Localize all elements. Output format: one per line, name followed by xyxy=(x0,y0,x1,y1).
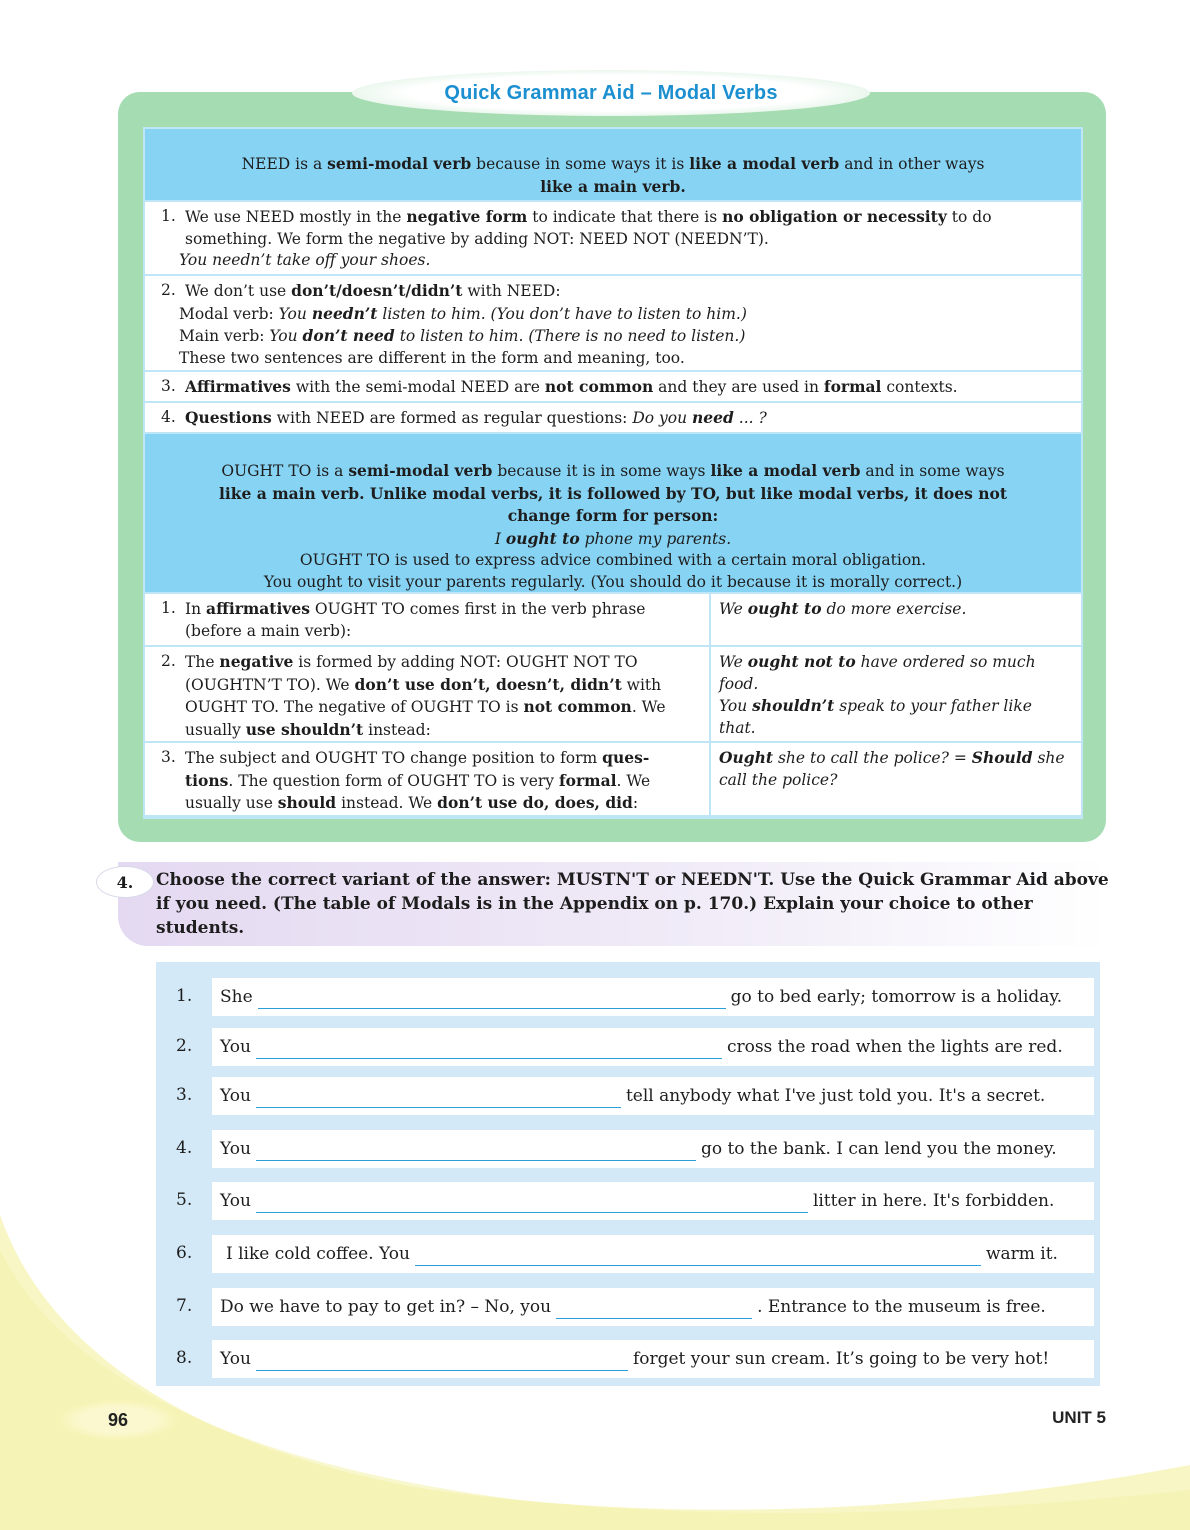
text: The subject and OUGHT TO change position to form xyxy=(185,749,603,767)
text: semi-modal verb xyxy=(348,461,493,480)
text: OUGHT TO is a xyxy=(221,462,349,480)
text: usually use xyxy=(185,794,278,812)
rule-text xyxy=(145,743,709,815)
rule-example xyxy=(711,743,1081,815)
text: and in some ways xyxy=(860,462,1005,480)
text: do more exercise. xyxy=(821,600,967,618)
rule-example xyxy=(711,594,1081,645)
item-number: 5. xyxy=(176,1190,193,1210)
page-number: 96 xyxy=(107,1409,129,1430)
text: food. xyxy=(719,674,759,693)
text: : xyxy=(632,794,639,812)
rule-number: 3. xyxy=(161,377,176,395)
text: We xyxy=(719,653,748,671)
text: I xyxy=(494,529,506,548)
page-number-pill xyxy=(58,1400,178,1440)
exercise-instruction: Choose the correct variant of the answer: MUSTN'T or NEEDN'T. Use the Quick Grammar Aid above if you need. (The table of Modals is in the Appendix on p. 170.) Explain your choice to other students. xyxy=(156,870,1109,938)
text: need xyxy=(692,408,734,427)
text: phone my parents. xyxy=(579,529,732,548)
answer-blank[interactable] xyxy=(256,1190,808,1213)
text: not common xyxy=(523,697,632,716)
text: affirmatives xyxy=(206,599,310,618)
text: cross the road when the lights are red. xyxy=(726,1037,1063,1057)
exercise-item xyxy=(156,978,1100,1016)
exercise-item xyxy=(156,1028,1100,1066)
text: (OUGHTN’T TO). We xyxy=(185,675,355,694)
text: . The question form of OUGHT TO is very xyxy=(228,771,559,790)
item-number: 3. xyxy=(176,1085,193,1105)
item-number: 6. xyxy=(176,1243,193,1263)
text: contexts. xyxy=(881,378,958,396)
text: We use NEED mostly in the xyxy=(185,208,407,226)
sentence-row xyxy=(212,1028,1094,1066)
need-intro xyxy=(145,129,1081,200)
text: Ought xyxy=(719,748,774,767)
item-number: 8. xyxy=(176,1348,193,1368)
text: These two sentences are different in the form and meaning, too. xyxy=(179,348,685,367)
text: Main verb: xyxy=(179,327,270,345)
text: tions xyxy=(185,770,229,790)
grammar-aid-title: Quick Grammar Aid – Modal Verbs xyxy=(444,81,778,104)
text: You xyxy=(220,1037,251,1057)
text: (before a main verb): xyxy=(185,621,352,640)
need-rule-3 xyxy=(145,372,1081,401)
exercise-item xyxy=(156,1235,1100,1273)
text: to listen to him. (There is no need to listen.) xyxy=(394,327,746,345)
text: ought not to xyxy=(747,652,856,671)
ought-to-intro xyxy=(145,434,1081,592)
text: don’t need xyxy=(302,326,395,345)
text: instead: xyxy=(363,720,431,739)
text: don’t use don’t, doesn’t, didn’t xyxy=(354,674,622,694)
text: We xyxy=(719,600,748,618)
rule-number: 1. xyxy=(161,599,176,617)
text: shouldn’t xyxy=(752,696,835,715)
text: She xyxy=(220,987,253,1007)
text: In xyxy=(185,600,207,618)
text: semi-modal verb xyxy=(327,154,472,173)
sentence-row xyxy=(212,1077,1094,1115)
text: because in some ways it is xyxy=(471,155,690,173)
exercise-item xyxy=(156,1077,1100,1115)
item-number: 2. xyxy=(176,1036,193,1056)
text: go to the bank. I can lend you the money. xyxy=(700,1139,1057,1159)
text: with NEED are formed as regular questions: xyxy=(271,409,633,427)
text: formal xyxy=(559,770,617,790)
rule-text xyxy=(145,594,709,645)
text: like a main verb. Unlike modal verbs, it is followed by TO, but like modal verbs, it does not xyxy=(218,483,1007,503)
text: change form for person: xyxy=(507,506,719,525)
answer-blank[interactable] xyxy=(258,986,726,1009)
text: with xyxy=(621,675,662,694)
text: use shouldn’t xyxy=(245,719,364,739)
text: have ordered so much xyxy=(855,653,1036,671)
text: forget your sun cream. It’s going to be very hot! xyxy=(632,1349,1050,1369)
text: because it is in some ways xyxy=(492,462,711,480)
text: don’t/doesn’t/didn’t xyxy=(291,281,463,300)
text: You xyxy=(278,304,312,323)
text: that. xyxy=(719,718,756,737)
text: and they are used in xyxy=(653,378,824,396)
text: like a main verb. xyxy=(540,176,686,196)
text: . Entrance to the museum is free. xyxy=(757,1297,1046,1317)
rule-number: 1. xyxy=(161,207,176,225)
ought-to-rule-3 xyxy=(145,743,1081,815)
text: like a modal verb xyxy=(710,461,861,480)
grammar-aid-title-pill xyxy=(352,70,870,116)
exercise-item xyxy=(156,1340,1100,1378)
answer-blank[interactable] xyxy=(256,1036,722,1059)
text: I like cold coffee. You xyxy=(226,1244,410,1264)
text: You xyxy=(220,1349,251,1369)
exercise-number-badge xyxy=(96,866,154,898)
grammar-aid-table xyxy=(143,127,1083,819)
text: speak to your father like xyxy=(834,697,1032,715)
text: listen to him. (You don’t have to listen to him.) xyxy=(377,304,747,323)
rule-text xyxy=(145,647,709,741)
text: to indicate that there is xyxy=(527,208,723,226)
rule-number: 4. xyxy=(161,408,176,426)
text: formal xyxy=(823,377,882,396)
text: not common xyxy=(544,377,654,396)
text: You ought to visit your parents regularly. (You should do it because it is morally correct.) xyxy=(263,572,963,591)
text: instead. We xyxy=(336,794,438,812)
text: like a modal verb xyxy=(689,154,840,173)
text: to do xyxy=(946,208,992,226)
need-rule-2 xyxy=(145,276,1081,370)
text: You xyxy=(269,327,303,345)
text: no obligation or necessity xyxy=(722,207,947,226)
text: Questions xyxy=(185,408,272,427)
text: You xyxy=(220,1191,251,1211)
rule-number: 3. xyxy=(161,748,176,766)
text: with NEED: xyxy=(462,282,561,300)
exercise-items xyxy=(156,962,1100,1386)
exercise-item xyxy=(156,1130,1100,1168)
text: should xyxy=(277,793,337,812)
item-number: 1. xyxy=(176,986,193,1006)
rule-number: 2. xyxy=(161,652,176,670)
text: go to bed early; tomorrow is a holiday. xyxy=(730,987,1063,1007)
text: litter in here. It's forbidden. xyxy=(812,1191,1055,1211)
answer-blank[interactable] xyxy=(256,1085,621,1108)
text: Affirmatives xyxy=(185,377,291,396)
text: You xyxy=(220,1086,251,1106)
text: call the police? xyxy=(719,770,838,789)
text: Do you xyxy=(632,409,693,427)
ought-to-rule-1 xyxy=(145,594,1081,645)
answer-blank[interactable] xyxy=(256,1348,628,1371)
text: she xyxy=(1032,749,1065,767)
text: We don’t use xyxy=(185,282,292,300)
text: don’t use do, does, did xyxy=(437,793,633,812)
text: ques- xyxy=(602,748,650,767)
text: . We xyxy=(631,698,666,716)
text: NEED is a xyxy=(241,155,328,173)
text: ... ? xyxy=(733,409,767,427)
answer-blank[interactable] xyxy=(256,1138,696,1161)
item-number: 4. xyxy=(176,1138,193,1158)
exercise-item xyxy=(156,1288,1100,1326)
text: OUGHT TO. The negative of OUGHT TO is xyxy=(185,698,524,716)
text: negative xyxy=(219,652,294,671)
sentence-row xyxy=(212,1288,1094,1326)
text: with the semi-modal NEED are xyxy=(290,378,545,396)
exercise-item xyxy=(156,1182,1100,1220)
text: . We xyxy=(616,771,651,790)
text: OUGHT TO comes first in the verb phrase xyxy=(309,600,646,618)
answer-blank[interactable] xyxy=(415,1243,981,1266)
answer-blank[interactable] xyxy=(556,1296,752,1319)
text: You xyxy=(220,1139,251,1159)
text: Modal verb: xyxy=(179,304,279,323)
text: OUGHT TO is used to express advice combined with a certain moral obligation. xyxy=(299,551,927,569)
text: usually xyxy=(185,720,246,739)
text: Do we have to pay to get in? – No, you xyxy=(220,1297,552,1317)
rule-number: 2. xyxy=(161,281,176,299)
sentence-row xyxy=(212,978,1094,1016)
text: Should xyxy=(971,748,1033,767)
sentence-row xyxy=(212,1130,1094,1168)
text: and in other ways xyxy=(839,155,985,173)
text: ought to xyxy=(505,528,580,548)
sentence-row xyxy=(212,1182,1094,1220)
text: negative form xyxy=(406,207,528,226)
sentence-row xyxy=(212,1235,1094,1273)
item-number: 7. xyxy=(176,1296,193,1316)
text: needn’t xyxy=(311,303,378,323)
need-rule-1 xyxy=(145,202,1081,274)
text: ought to xyxy=(747,599,822,618)
sentence-row xyxy=(212,1340,1094,1378)
text: The xyxy=(185,653,220,671)
exercise-number: 4. xyxy=(116,872,134,892)
text: You xyxy=(719,697,753,715)
text: something. We form the negative by adding NOT: NEED NOT (NEEDN’T). xyxy=(185,229,769,248)
need-rule-4 xyxy=(145,403,1081,432)
text: she to call the police? = xyxy=(773,749,972,767)
ought-to-rule-2 xyxy=(145,647,1081,741)
text: is formed by adding NOT: OUGHT NOT TO xyxy=(293,653,638,671)
example-sentence: You needn’t take off your shoes. xyxy=(179,251,431,269)
text: warm it. xyxy=(985,1244,1058,1264)
unit-label: UNIT 5 xyxy=(1052,1408,1106,1427)
text: tell anybody what I've just told you. It's a secret. xyxy=(625,1086,1046,1106)
rule-example xyxy=(711,647,1081,741)
